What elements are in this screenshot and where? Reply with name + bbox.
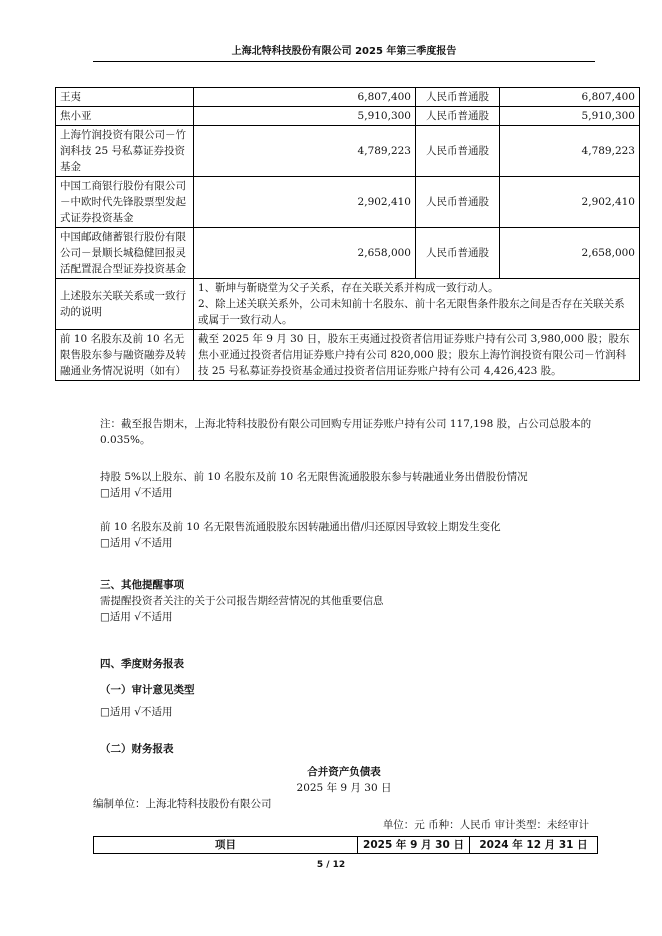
section-three-text: 需提醒投资者关注的关于公司报告期经营情况的其他重要信息 bbox=[100, 594, 384, 607]
balance-sheet-date: 2025 年 9 月 30 日 bbox=[296, 781, 392, 794]
share-count: 6,807,400 bbox=[500, 88, 640, 107]
section-four-heading: 四、季度财务报表 bbox=[100, 658, 184, 670]
report-header: 上海北特科技股份有限公司 2025 年第三季度报告 bbox=[93, 44, 595, 62]
col-item: 项目 bbox=[94, 837, 358, 854]
lending-options: □适用 √不适用 bbox=[100, 486, 173, 499]
change-title: 前 10 名股东及前 10 名无限售流通股股东因转融通出借/归还原因导致较上期发生变化 bbox=[100, 521, 501, 533]
compiler-line: 编制单位：上海北特科技股份有限公司 bbox=[93, 797, 272, 810]
share-type: 人民币普通股 bbox=[416, 126, 500, 177]
col-prior: 2024 年 12 月 31 日 bbox=[470, 837, 598, 854]
holder-shares: 6,807,400 bbox=[194, 88, 416, 107]
share-type: 人民币普通股 bbox=[416, 177, 500, 228]
audit-opinion-options: □适用 √不适用 bbox=[100, 705, 173, 718]
unit-line: 单位：元 币种：人民币 审计类型：未经审计 bbox=[382, 819, 589, 831]
balance-sheet-header-table bbox=[93, 836, 598, 854]
share-count: 5,910,300 bbox=[500, 107, 640, 126]
financial-statements-heading: （二）财务报表 bbox=[100, 743, 174, 755]
col-current: 2025 年 9 月 30 日 bbox=[358, 837, 470, 854]
relation-text bbox=[194, 279, 640, 330]
relation-label: 上述股东关联关系或一致行动的说明 bbox=[56, 279, 194, 330]
balance-sheet-title: 合并资产负债表 bbox=[307, 766, 381, 778]
shareholders-table bbox=[55, 87, 640, 381]
table-row bbox=[56, 126, 640, 177]
share-count: 2,902,410 bbox=[500, 177, 640, 228]
lending-section bbox=[100, 470, 596, 502]
margin-label: 前 10 名股东及前 10 名无限售股东参与融资融券及转融通业务情况说明（如有） bbox=[56, 330, 194, 381]
table-row bbox=[56, 88, 640, 107]
page-number: 5 / 12 bbox=[316, 860, 346, 870]
audit-opinion-section bbox=[100, 683, 596, 721]
table-row bbox=[56, 330, 640, 381]
lending-title: 持股 5%以上股东、前 10 名股东及前 10 名无限售流通股股东参与转融通业务出借股份情况 bbox=[100, 471, 528, 483]
holder-name: 王夷 bbox=[56, 88, 194, 107]
note-paragraph bbox=[100, 417, 596, 449]
holder-name: 焦小亚 bbox=[56, 107, 194, 126]
share-count: 4,789,223 bbox=[500, 126, 640, 177]
audit-opinion-heading: （一）审计意见类型 bbox=[100, 684, 195, 696]
table-row bbox=[56, 228, 640, 279]
share-type: 人民币普通股 bbox=[416, 107, 500, 126]
change-section bbox=[100, 520, 596, 552]
table-row bbox=[56, 177, 640, 228]
share-type: 人民币普通股 bbox=[416, 88, 500, 107]
section-three-options: □适用 √不适用 bbox=[100, 610, 173, 623]
holder-shares: 5,910,300 bbox=[194, 107, 416, 126]
section-four bbox=[100, 657, 596, 673]
holder-name: 上海竹润投资有限公司－竹润科技 25 号私募证券投资基金 bbox=[56, 126, 194, 177]
table-row bbox=[56, 107, 640, 126]
share-type: 人民币普通股 bbox=[416, 228, 500, 279]
note-text: 注：截至报告期末，上海北特科技股份有限公司回购专用证券账户持有公司 117,198 股，占公司总股本的 0.035%。 bbox=[100, 418, 592, 446]
balance-sheet-title-block bbox=[93, 765, 595, 812]
holder-shares: 2,658,000 bbox=[194, 228, 416, 279]
section-three bbox=[100, 578, 596, 625]
holder-name: 中国邮政储蓄银行股份有限公司－景顺长城稳健回报灵活配置混合型证券投资基金 bbox=[56, 228, 194, 279]
holder-name: 中国工商银行股份有限公司－中欧时代先锋股票型发起式证券投资基金 bbox=[56, 177, 194, 228]
share-count: 2,658,000 bbox=[500, 228, 640, 279]
margin-text: 截至 2025 年 9 月 30 日，股东王夷通过投资者信用证券账户持有公司 3,980,000 股；股东焦小亚通过投资者信用证券账户持有公司 820,000 股；股东上海竹润投资有限公司－竹润科技 25 号私募证券投资基金通过投资者信用证券账户持有公司 4,426,423 股。 bbox=[194, 330, 640, 381]
section-three-heading: 三、其他提醒事项 bbox=[100, 579, 184, 591]
holder-shares: 4,789,223 bbox=[194, 126, 416, 177]
change-options: □适用 √不适用 bbox=[100, 536, 173, 549]
table-row bbox=[56, 279, 640, 330]
relation-line: 2、除上述关联关系外，公司未知前十名股东、前十名无限售条件股东之间是否存在关联关系或属于一致行动人。 bbox=[198, 298, 625, 326]
table-row bbox=[94, 837, 598, 854]
holder-shares: 2,902,410 bbox=[194, 177, 416, 228]
financial-statements-section bbox=[100, 742, 596, 758]
relation-line: 1、靳坤与靳晓堂为父子关系，存在关联关系并构成一致行动人。 bbox=[198, 282, 499, 294]
